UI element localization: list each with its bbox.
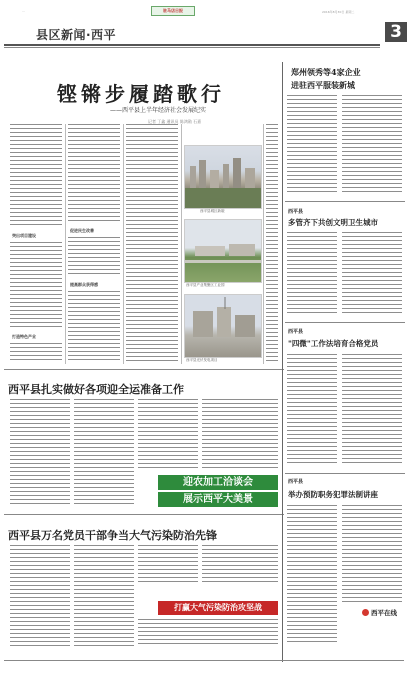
sidebar-article-3-title: "四微"工作法培育合格党员 xyxy=(288,339,379,348)
masthead-date: 2016年8月30日 星期二 xyxy=(322,10,355,14)
footer-rule xyxy=(4,660,404,661)
column-rule xyxy=(181,124,182,364)
article-2-col2 xyxy=(74,545,134,647)
section-title: 县区新闻·西平 xyxy=(36,28,117,42)
promo-banner-line-2: 展示西平大美景 xyxy=(158,492,278,507)
article-2-tail xyxy=(138,619,278,647)
sidebar-article-4-title: 举办预防职务犯罪法制讲座 xyxy=(288,490,378,499)
article-2-col4 xyxy=(202,545,278,583)
sidebar-rule-2 xyxy=(285,322,405,323)
article-1-title: 西平县扎实做好各项迎全运准备工作 xyxy=(8,383,184,396)
promo-banner-red: 打赢大气污染防治攻坚战 xyxy=(158,601,278,615)
sidebar-rule-3 xyxy=(285,473,405,474)
logo-mark-icon xyxy=(362,609,369,616)
feature-body-col5 xyxy=(266,124,278,364)
column-rule xyxy=(263,124,264,364)
feature-body-col2 xyxy=(68,124,120,224)
photo-caption-2: 西平县产业集聚区工业园 xyxy=(186,283,225,287)
sidebar-article-1-col1 xyxy=(287,95,337,195)
sidebar-article-2-title: 多管齐下共创文明卫生城市 xyxy=(288,218,378,227)
sidebar-rule xyxy=(282,62,283,662)
feature-subhead-2: 打造特色产业 xyxy=(12,334,36,339)
article-1-col2 xyxy=(74,399,134,507)
article-2-col3 xyxy=(138,545,198,583)
footer-logo-text: 西平在线 xyxy=(371,609,397,617)
article-1-col1 xyxy=(10,399,70,507)
sidebar-article-1-title-line1: 郑州领秀等4家企业 xyxy=(291,67,361,77)
masthead-rule xyxy=(4,44,380,46)
feature-subtitle: ——西平县上半年经济社会发展纪实 xyxy=(110,107,207,114)
sidebar-article-3-col2 xyxy=(342,354,402,466)
newspaper-logo: 驻马店日报 xyxy=(151,6,195,16)
feature-body-col1b xyxy=(10,242,62,330)
photo-caption-1: 西平县城区新貌 xyxy=(200,209,225,213)
feature-body-col1 xyxy=(10,124,62,228)
sidebar-article-2-col2 xyxy=(342,232,402,316)
sidebar-article-4-col2 xyxy=(342,505,402,605)
article-1-col3 xyxy=(138,399,198,471)
column-rule xyxy=(123,124,124,364)
feature-body-col2c xyxy=(68,291,120,363)
photo-city xyxy=(184,145,262,209)
promo-banner-line-1: 迎农加工洽谈会 xyxy=(158,475,278,490)
feature-body-col1c xyxy=(10,343,62,363)
feature-subhead-3: 促进民生改善 xyxy=(70,228,94,233)
feature-title: 铿锵步履踏歌行 xyxy=(57,82,225,106)
feature-byline: 记者 丁鑫 通讯员 陈鸿勋 石嘉 xyxy=(148,119,202,124)
photo-industrial-park xyxy=(184,219,262,283)
sidebar-article-2-tag: 西平县 xyxy=(288,209,304,215)
page-number: 3 xyxy=(385,22,407,42)
photo-caption-3: 西平县光伏发电项目 xyxy=(186,358,218,362)
sidebar-article-3-col1 xyxy=(287,354,337,466)
masthead-small-text: ... xyxy=(22,9,25,13)
sidebar-article-4-col1 xyxy=(287,505,337,645)
feature-subhead-1: 突出项目建设 xyxy=(12,233,36,238)
sidebar-article-4-tag: 西平县 xyxy=(288,479,304,485)
sidebar-article-1-col2 xyxy=(342,95,402,195)
feature-body-col2b xyxy=(68,237,120,277)
article-1-col4 xyxy=(202,399,278,471)
section-rule xyxy=(4,369,284,370)
article-2-col1 xyxy=(10,545,70,647)
feature-body-col3 xyxy=(126,124,178,364)
masthead xyxy=(4,0,411,44)
photo-solar-project xyxy=(184,294,262,358)
column-rule xyxy=(65,124,66,364)
sidebar-article-3-tag: 西平县 xyxy=(288,329,304,335)
feature-subhead-4: 提高群众获得感 xyxy=(70,282,98,287)
article-2-title: 西平县万名党员干部争当大气污染防治先锋 xyxy=(8,529,217,542)
section-rule xyxy=(4,514,284,515)
promo-banner-green xyxy=(158,475,278,507)
sidebar-article-1-title-line2: 进驻西平服装新城 xyxy=(291,80,355,90)
sidebar-article-2-col1 xyxy=(287,232,337,316)
sidebar-rule-1 xyxy=(285,201,405,202)
masthead-rule-thin xyxy=(4,47,380,48)
sidebar-footer-logo xyxy=(362,607,402,619)
